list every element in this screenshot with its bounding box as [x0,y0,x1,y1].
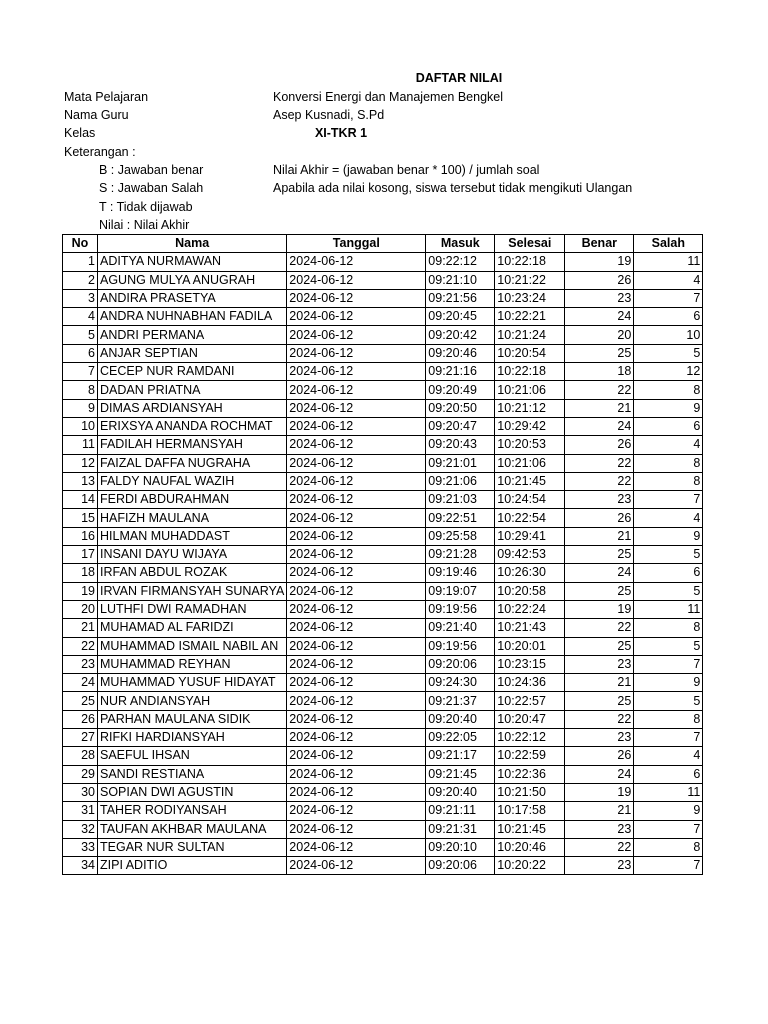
nama-guru-label: Nama Guru [64,108,129,122]
time-in: 09:20:46 [426,344,495,362]
table-row [63,582,703,600]
note-text: Apabila ada nilai kosong, siswa tersebut tidak mengikuti Ulangan [273,181,633,195]
table-row [63,253,703,271]
time-out: 10:22:36 [495,765,565,783]
row-number: 34 [63,857,98,875]
legend-benar: B : Jawaban benar [99,163,204,177]
time-in: 09:21:01 [426,454,495,472]
row-number: 5 [63,326,98,344]
row-number: 12 [63,454,98,472]
correct-count: 24 [565,564,634,582]
time-out: 10:21:06 [495,454,565,472]
wrong-count: 8 [634,381,703,399]
row-number: 15 [63,509,98,527]
time-out: 10:20:58 [495,582,565,600]
page-title: DAFTAR NILAI [415,71,503,85]
date: 2024-06-12 [287,289,426,307]
correct-count: 19 [565,600,634,618]
wrong-count: 7 [634,729,703,747]
wrong-count: 7 [634,655,703,673]
time-in: 09:21:03 [426,491,495,509]
time-out: 10:21:12 [495,399,565,417]
row-number: 19 [63,582,98,600]
correct-count: 22 [565,454,634,472]
time-in: 09:20:50 [426,399,495,417]
student-name: TAUFAN AKHBAR MAULANA [98,820,287,838]
time-out: 10:29:42 [495,417,565,435]
wrong-count: 6 [634,765,703,783]
time-out: 10:20:22 [495,857,565,875]
row-number: 16 [63,527,98,545]
row-number: 23 [63,655,98,673]
time-out: 10:21:45 [495,472,565,490]
student-name: ANDRI PERMANA [98,326,287,344]
student-name: TEGAR NUR SULTAN [98,838,287,856]
table-row [63,674,703,692]
wrong-count: 8 [634,619,703,637]
correct-count: 25 [565,546,634,564]
date: 2024-06-12 [287,692,426,710]
correct-count: 26 [565,271,634,289]
table-row [63,454,703,472]
time-out: 10:23:15 [495,655,565,673]
time-out: 10:20:53 [495,436,565,454]
correct-count: 20 [565,326,634,344]
time-out: 10:20:54 [495,344,565,362]
student-name: HILMAN MUHADDAST [98,527,287,545]
date: 2024-06-12 [287,399,426,417]
time-out: 10:20:46 [495,838,565,856]
date: 2024-06-12 [287,857,426,875]
time-out: 10:21:45 [495,820,565,838]
header-no: No [63,235,98,253]
student-name: ANJAR SEPTIAN [98,344,287,362]
table-row [63,692,703,710]
time-in: 09:21:45 [426,765,495,783]
table-row [63,619,703,637]
date: 2024-06-12 [287,674,426,692]
wrong-count: 7 [634,820,703,838]
student-name: ADITYA NURMAWAN [98,253,287,271]
date: 2024-06-12 [287,747,426,765]
time-in: 09:21:16 [426,363,495,381]
time-in: 09:22:12 [426,253,495,271]
row-number: 32 [63,820,98,838]
correct-count: 21 [565,802,634,820]
mata-pelajaran-label: Mata Pelajaran [64,90,149,104]
correct-count: 22 [565,472,634,490]
student-name: LUTHFI DWI RAMADHAN [98,600,287,618]
nama-guru-value: Asep Kusnadi, S.Pd [273,108,385,122]
date: 2024-06-12 [287,655,426,673]
table-row [63,802,703,820]
time-out: 10:24:54 [495,491,565,509]
wrong-count: 5 [634,692,703,710]
time-in: 09:21:28 [426,546,495,564]
wrong-count: 4 [634,271,703,289]
time-in: 09:20:06 [426,655,495,673]
correct-count: 23 [565,857,634,875]
student-name: FERDI ABDURAHMAN [98,491,287,509]
student-name: AGUNG MULYA ANUGRAH [98,271,287,289]
date: 2024-06-12 [287,381,426,399]
date: 2024-06-12 [287,326,426,344]
mata-pelajaran-value: Konversi Energi dan Manajemen Bengkel [273,90,503,104]
time-in: 09:21:37 [426,692,495,710]
time-out: 10:20:47 [495,710,565,728]
row-number: 1 [63,253,98,271]
time-in: 09:20:43 [426,436,495,454]
row-number: 6 [63,344,98,362]
header-selesai: Selesai [495,235,565,253]
student-name: ANDRA NUHNABHAN FADILA [98,308,287,326]
time-in: 09:24:30 [426,674,495,692]
correct-count: 22 [565,710,634,728]
time-out: 10:22:59 [495,747,565,765]
wrong-count: 6 [634,417,703,435]
time-in: 09:19:46 [426,564,495,582]
time-in: 09:20:45 [426,308,495,326]
time-out: 10:17:58 [495,802,565,820]
date: 2024-06-12 [287,417,426,435]
wrong-count: 4 [634,509,703,527]
time-out: 10:21:24 [495,326,565,344]
correct-count: 23 [565,289,634,307]
time-in: 09:25:58 [426,527,495,545]
student-name: SANDI RESTIANA [98,765,287,783]
kelas-value: XI-TKR 1 [314,126,368,140]
correct-count: 26 [565,747,634,765]
row-number: 2 [63,271,98,289]
row-number: 29 [63,765,98,783]
time-out: 10:23:24 [495,289,565,307]
correct-count: 18 [565,363,634,381]
date: 2024-06-12 [287,783,426,801]
time-in: 09:21:17 [426,747,495,765]
student-name: SAEFUL IHSAN [98,747,287,765]
time-out: 10:21:50 [495,783,565,801]
correct-count: 23 [565,729,634,747]
date: 2024-06-12 [287,472,426,490]
legend-tidak-dijawab: T : Tidak dijawab [99,200,193,214]
wrong-count: 8 [634,454,703,472]
row-number: 14 [63,491,98,509]
wrong-count: 4 [634,436,703,454]
table-row [63,765,703,783]
time-in: 09:20:40 [426,783,495,801]
row-number: 21 [63,619,98,637]
wrong-count: 9 [634,527,703,545]
wrong-count: 9 [634,674,703,692]
kelas-label: Kelas [64,126,96,140]
time-in: 09:21:06 [426,472,495,490]
row-number: 20 [63,600,98,618]
legend-nilai: Nilai : Nilai Akhir [99,218,190,232]
correct-count: 25 [565,582,634,600]
student-name: IRFAN ABDUL ROZAK [98,564,287,582]
table-row [63,399,703,417]
wrong-count: 5 [634,637,703,655]
time-in: 09:21:10 [426,271,495,289]
table-row [63,710,703,728]
table-row [63,308,703,326]
date: 2024-06-12 [287,363,426,381]
header-tanggal: Tanggal [287,235,426,253]
date: 2024-06-12 [287,436,426,454]
wrong-count: 4 [634,747,703,765]
wrong-count: 9 [634,802,703,820]
header-masuk: Masuk [426,235,495,253]
date: 2024-06-12 [287,765,426,783]
correct-count: 19 [565,253,634,271]
date: 2024-06-12 [287,454,426,472]
time-in: 09:19:56 [426,637,495,655]
time-out: 10:22:57 [495,692,565,710]
table-row [63,546,703,564]
correct-count: 24 [565,308,634,326]
student-name: MUHAMMAD ISMAIL NABIL AN [98,637,287,655]
correct-count: 23 [565,820,634,838]
wrong-count: 8 [634,472,703,490]
student-name: MUHAMMAD YUSUF HIDAYAT [98,674,287,692]
row-number: 11 [63,436,98,454]
time-out: 10:22:12 [495,729,565,747]
time-in: 09:22:05 [426,729,495,747]
time-out: 10:22:21 [495,308,565,326]
row-number: 13 [63,472,98,490]
row-number: 33 [63,838,98,856]
correct-count: 22 [565,381,634,399]
row-number: 9 [63,399,98,417]
date: 2024-06-12 [287,344,426,362]
table-row [63,271,703,289]
date: 2024-06-12 [287,729,426,747]
student-name: INSANI DAYU WIJAYA [98,546,287,564]
correct-count: 26 [565,436,634,454]
student-name: FAIZAL DAFFA NUGRAHA [98,454,287,472]
student-name: HAFIZH MAULANA [98,509,287,527]
time-out: 10:21:06 [495,381,565,399]
row-number: 3 [63,289,98,307]
time-in: 09:19:07 [426,582,495,600]
wrong-count: 6 [634,308,703,326]
student-name: FALDY NAUFAL WAZIH [98,472,287,490]
row-number: 28 [63,747,98,765]
table-row [63,417,703,435]
row-number: 30 [63,783,98,801]
date: 2024-06-12 [287,820,426,838]
wrong-count: 5 [634,344,703,362]
student-name: IRVAN FIRMANSYAH SUNARYA [98,582,287,600]
time-out: 10:21:43 [495,619,565,637]
table-row [63,857,703,875]
correct-count: 22 [565,619,634,637]
time-in: 09:20:40 [426,710,495,728]
wrong-count: 12 [634,363,703,381]
table-row [63,289,703,307]
student-name: ANDIRA PRASETYA [98,289,287,307]
table-row [63,363,703,381]
table-row [63,783,703,801]
time-in: 09:21:31 [426,820,495,838]
row-number: 26 [63,710,98,728]
date: 2024-06-12 [287,637,426,655]
wrong-count: 9 [634,399,703,417]
row-number: 7 [63,363,98,381]
table-row [63,472,703,490]
correct-count: 25 [565,637,634,655]
date: 2024-06-12 [287,308,426,326]
table-row [63,564,703,582]
correct-count: 21 [565,674,634,692]
legend-salah: S : Jawaban Salah [99,181,204,195]
student-name: ERIXSYA ANANDA ROCHMAT [98,417,287,435]
row-number: 17 [63,546,98,564]
correct-count: 25 [565,344,634,362]
student-name: MUHAMAD AL FARIDZI [98,619,287,637]
table-row [63,381,703,399]
wrong-count: 7 [634,491,703,509]
date: 2024-06-12 [287,527,426,545]
row-number: 31 [63,802,98,820]
time-out: 10:20:01 [495,637,565,655]
row-number: 8 [63,381,98,399]
date: 2024-06-12 [287,600,426,618]
date: 2024-06-12 [287,564,426,582]
student-name: DIMAS ARDIANSYAH [98,399,287,417]
wrong-count: 5 [634,546,703,564]
correct-count: 22 [565,838,634,856]
date: 2024-06-12 [287,491,426,509]
date: 2024-06-12 [287,838,426,856]
table-row [63,747,703,765]
time-out: 10:22:24 [495,600,565,618]
correct-count: 24 [565,765,634,783]
time-out: 10:24:36 [495,674,565,692]
wrong-count: 10 [634,326,703,344]
student-name: RIFKI HARDIANSYAH [98,729,287,747]
student-name: PARHAN MAULANA SIDIK [98,710,287,728]
correct-count: 21 [565,527,634,545]
time-in: 09:20:42 [426,326,495,344]
correct-count: 21 [565,399,634,417]
time-out: 10:26:30 [495,564,565,582]
time-in: 09:22:51 [426,509,495,527]
wrong-count: 11 [634,600,703,618]
time-out: 09:42:53 [495,546,565,564]
date: 2024-06-12 [287,253,426,271]
header-salah: Salah [634,235,703,253]
date: 2024-06-12 [287,271,426,289]
table-row [63,729,703,747]
wrong-count: 8 [634,710,703,728]
table-row [63,527,703,545]
table-row [63,600,703,618]
row-number: 24 [63,674,98,692]
formula-text: Nilai Akhir = (jawaban benar * 100) / jumlah soal [273,163,540,177]
date: 2024-06-12 [287,546,426,564]
student-name: CECEP NUR RAMDANI [98,363,287,381]
time-in: 09:21:40 [426,619,495,637]
time-in: 09:20:10 [426,838,495,856]
time-in: 09:19:56 [426,600,495,618]
wrong-count: 11 [634,253,703,271]
date: 2024-06-12 [287,509,426,527]
table-row [63,838,703,856]
wrong-count: 11 [634,783,703,801]
correct-count: 23 [565,491,634,509]
row-number: 18 [63,564,98,582]
table-row [63,637,703,655]
table-header-row [63,235,703,253]
time-in: 09:21:56 [426,289,495,307]
time-in: 09:20:06 [426,857,495,875]
correct-count: 19 [565,783,634,801]
date: 2024-06-12 [287,582,426,600]
wrong-count: 7 [634,289,703,307]
row-number: 4 [63,308,98,326]
time-out: 10:21:22 [495,271,565,289]
time-in: 09:21:11 [426,802,495,820]
correct-count: 23 [565,655,634,673]
table-row [63,491,703,509]
correct-count: 24 [565,417,634,435]
time-out: 10:22:54 [495,509,565,527]
student-name: SOPIAN DWI AGUSTIN [98,783,287,801]
correct-count: 26 [565,509,634,527]
student-name: DADAN PRIATNA [98,381,287,399]
row-number: 10 [63,417,98,435]
row-number: 22 [63,637,98,655]
table-row [63,326,703,344]
grade-table [62,234,703,875]
student-name: FADILAH HERMANSYAH [98,436,287,454]
student-name: ZIPI ADITIO [98,857,287,875]
student-name: MUHAMMAD REYHAN [98,655,287,673]
table-row [63,344,703,362]
header-benar: Benar [565,235,634,253]
student-name: NUR ANDIANSYAH [98,692,287,710]
date: 2024-06-12 [287,710,426,728]
time-out: 10:22:18 [495,253,565,271]
correct-count: 25 [565,692,634,710]
time-out: 10:22:18 [495,363,565,381]
time-out: 10:29:41 [495,527,565,545]
time-in: 09:20:49 [426,381,495,399]
row-number: 25 [63,692,98,710]
date: 2024-06-12 [287,619,426,637]
student-name: TAHER RODIYANSAH [98,802,287,820]
time-in: 09:20:47 [426,417,495,435]
table-row [63,820,703,838]
wrong-count: 8 [634,838,703,856]
table-row [63,655,703,673]
date: 2024-06-12 [287,802,426,820]
header-nama: Nama [98,235,287,253]
table-row [63,436,703,454]
wrong-count: 7 [634,857,703,875]
wrong-count: 5 [634,582,703,600]
keterangan-label: Keterangan : [64,145,136,159]
table-row [63,509,703,527]
wrong-count: 6 [634,564,703,582]
row-number: 27 [63,729,98,747]
